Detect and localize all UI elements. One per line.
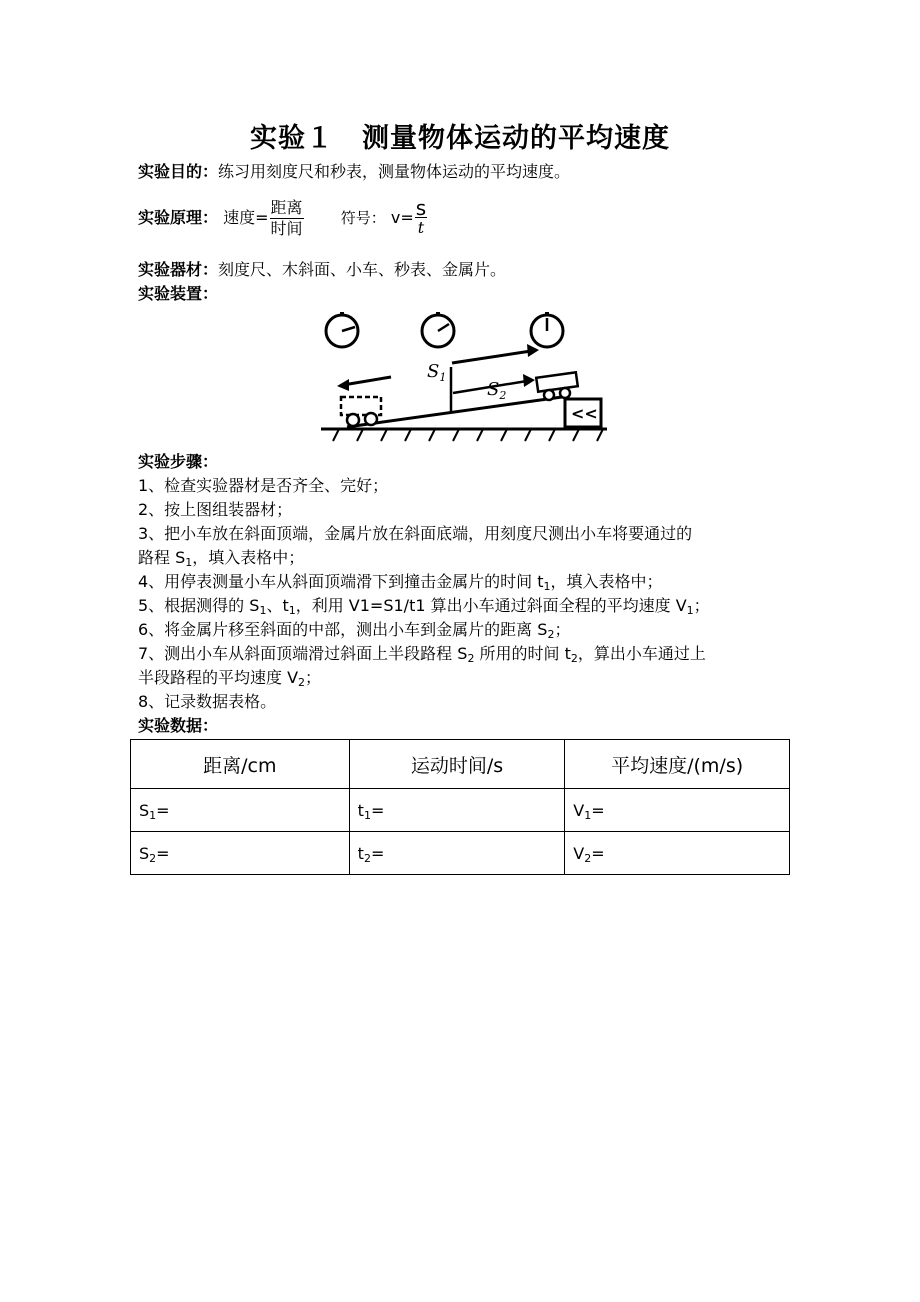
symbol-label: 符号： — [340, 209, 386, 227]
step-3-cont: 路程 $S_1$，填入表格中； — [138, 548, 305, 569]
materials-label: 实验器材： — [138, 260, 219, 279]
stopwatch-icon — [531, 312, 563, 347]
svg-text:S2 — [487, 379, 506, 402]
stopwatch-icon — [326, 312, 358, 347]
purpose-line — [138, 160, 570, 184]
page-title: 实验１ 测量物体运动的平均速度 — [250, 123, 670, 154]
step-5: 5、根据测得的 $S_1$、$t_1$，利用 V1=S1/t1 算出小车通过斜面全程的平均速度 $V_1$； — [138, 596, 710, 617]
speed-fraction — [270, 198, 304, 239]
svg-text:S1 — [427, 361, 446, 384]
apparatus-line — [138, 282, 218, 306]
step-2: 2、按上图组装器材； — [138, 500, 293, 519]
table-cell[interactable]: $V_1=$ — [565, 789, 790, 832]
symbol-numerator: s — [415, 196, 427, 220]
step-6: 6、将金属片移至斜面的中部，测出小车到金属片的距离 $S_2$； — [138, 620, 571, 641]
step-7: 7、测出小车从斜面顶端滑过斜面上半段路程 $S_2$ 所用的时间 $t_2$，算出小车通过上 — [138, 644, 706, 665]
materials-line — [138, 258, 506, 282]
fraction-denominator: 时间 — [270, 219, 303, 238]
table-cell[interactable]: $V_2=$ — [565, 832, 790, 875]
fig-label-s2-sub: 2 — [499, 389, 507, 402]
steps-label: 实验步骤： — [138, 452, 219, 471]
table-row — [131, 832, 790, 875]
table-header-row — [131, 740, 790, 789]
principle-label: 实验原理： — [138, 208, 219, 227]
table-header-cell: 运动时间/s — [349, 740, 565, 789]
fig-label-s2: S — [487, 379, 500, 400]
symbol-prefix: v= — [390, 208, 414, 227]
table-header-cell: 距离/cm — [131, 740, 350, 789]
fig-label-s1: S — [427, 361, 440, 382]
table-cell[interactable]: $t_2=$ — [349, 832, 565, 875]
purpose-text: 练习用刻度尺和秒表，测量物体运动的平均速度。 — [218, 162, 571, 181]
fig-label-s1-sub: 1 — [439, 371, 447, 384]
symbol-fraction — [415, 196, 427, 238]
symbol-denominator: t — [417, 218, 425, 237]
fraction-numerator: 距离 — [270, 198, 303, 217]
stopwatch-icon — [422, 312, 454, 347]
step-8: 8、记录数据表格。 — [138, 692, 277, 711]
materials-text: 刻度尺、木斜面、小车、秒表、金属片。 — [218, 260, 507, 279]
data-label-line — [138, 714, 218, 738]
step-7-cont: 半段路程的平均速度 $V_2$； — [138, 668, 322, 689]
apparatus-label: 实验装置： — [138, 284, 219, 303]
apparatus-figure — [297, 307, 620, 447]
table-cell[interactable]: $t_1=$ — [349, 789, 565, 832]
data-label: 实验数据： — [138, 716, 219, 735]
purpose-label: 实验目的： — [138, 162, 219, 181]
principle-prefix: 速度= — [223, 208, 269, 227]
data-table — [130, 739, 790, 875]
step-1: 1、检查实验器材是否齐全、完好； — [138, 476, 389, 495]
principle-line — [138, 196, 428, 240]
steps-label-line — [138, 450, 218, 474]
svg-text:<<: << — [571, 404, 598, 423]
step-3: 3、把小车放在斜面顶端，金属片放在斜面底端，用刻度尺测出小车将要通过的 — [138, 524, 693, 543]
table-cell[interactable]: $S_1=$ — [131, 789, 350, 832]
step-4: 4、用停表测量小车从斜面顶端滑下到撞击金属片的时间 $t_1$，填入表格中； — [138, 572, 663, 593]
table-row — [131, 789, 790, 832]
table-cell[interactable]: $S_2=$ — [131, 832, 350, 875]
table-header-cell: 平均速度/(m/s) — [565, 740, 790, 789]
